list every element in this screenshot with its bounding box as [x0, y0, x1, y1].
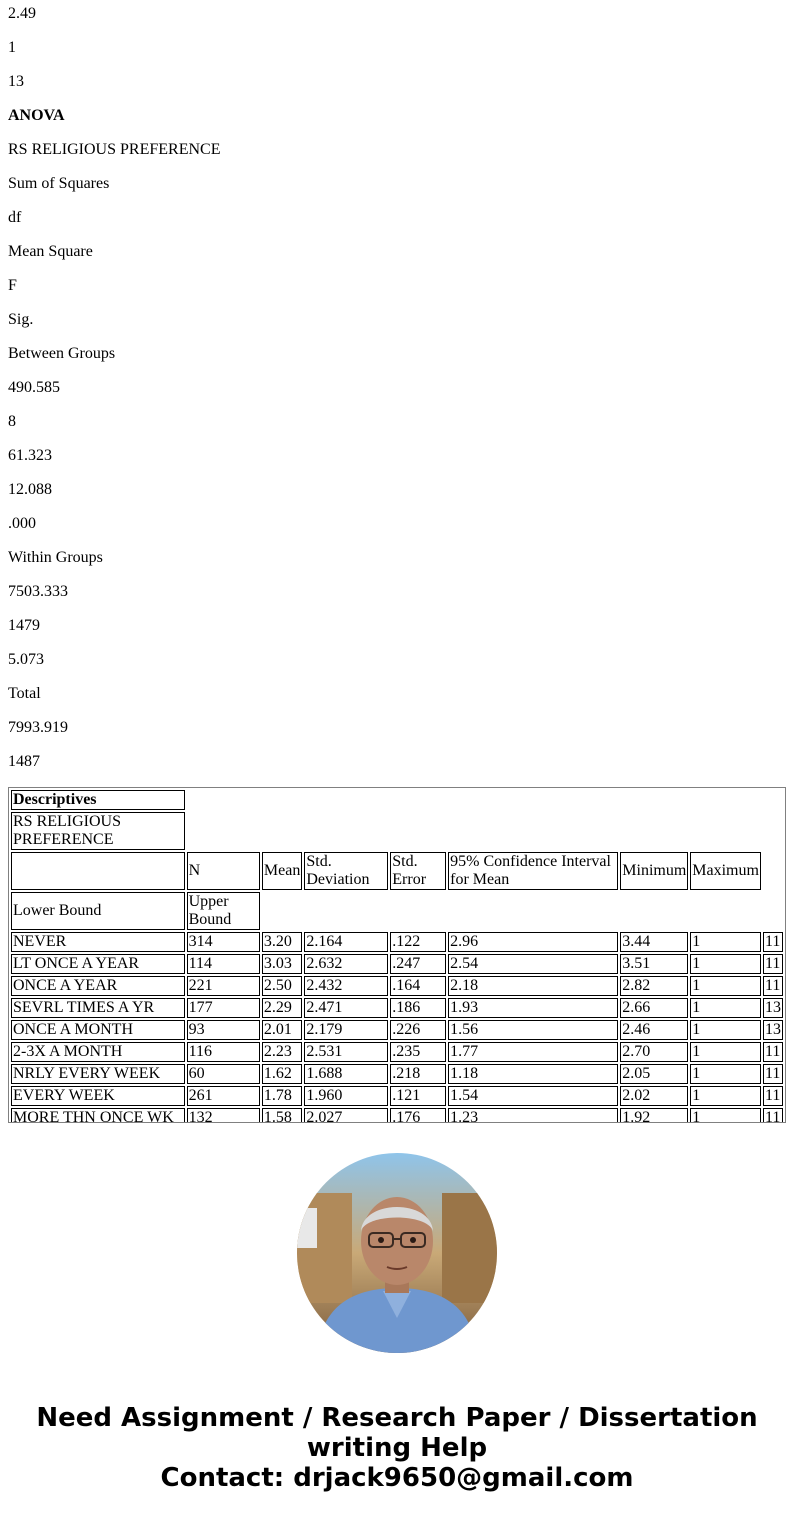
cell-upper-bound: 2.82	[620, 976, 688, 996]
cell-lower-bound: 1.54	[448, 1086, 618, 1106]
table-row	[11, 998, 783, 1018]
header-mean: Mean	[262, 852, 302, 890]
table-row	[11, 1064, 783, 1084]
cell-mean: 2.50	[262, 976, 302, 996]
cell-std-deviation: 2.027	[304, 1108, 388, 1123]
cell-std-error: .186	[390, 998, 446, 1018]
author-photo	[297, 1153, 497, 1353]
cell-upper-bound: 2.05	[620, 1064, 688, 1084]
cell-lower-bound: 1.93	[448, 998, 618, 1018]
cell-maximum: 11	[763, 932, 783, 952]
cell-n: 261	[187, 1086, 260, 1106]
descriptives-table-container	[8, 787, 786, 1123]
row-label: EVERY WEEK	[11, 1086, 185, 1106]
cell-mean: 2.29	[262, 998, 302, 1018]
cell-mean: 1.78	[262, 1086, 302, 1106]
cell-lower-bound: 2.96	[448, 932, 618, 952]
promo-banner	[0, 1403, 794, 1493]
cell-std-error: .122	[390, 932, 446, 952]
cell-lower-bound: 2.18	[448, 976, 618, 996]
anova-header: F	[8, 277, 17, 294]
row-label: LT ONCE A YEAR	[11, 954, 185, 974]
cell-lower-bound: 1.56	[448, 1020, 618, 1040]
cell-maximum: 11	[763, 954, 783, 974]
cell-upper-bound: 3.44	[620, 932, 688, 952]
anova-cell: 490.585	[8, 379, 60, 396]
table-row	[11, 954, 783, 974]
cell-upper-bound: 3.51	[620, 954, 688, 974]
table-row	[11, 976, 783, 996]
anova-cell: 8	[8, 413, 16, 430]
row-label: NEVER	[11, 932, 185, 952]
descriptives-title: Descriptives	[13, 791, 97, 808]
descriptives-table	[9, 788, 785, 1123]
cell-lower-bound: 2.54	[448, 954, 618, 974]
header-maximum: Maximum	[690, 852, 761, 890]
cell-minimum: 1	[690, 976, 761, 996]
anova-row-label: Between Groups	[8, 345, 116, 362]
cell-std-error: .218	[390, 1064, 446, 1084]
header-n: N	[187, 852, 260, 890]
header-std-error: Std. Error	[390, 852, 446, 890]
cell-n: 132	[187, 1108, 260, 1123]
cell-lower-bound: 1.23	[448, 1108, 618, 1123]
cell-maximum: 11	[763, 1042, 783, 1062]
cell-n: 177	[187, 998, 260, 1018]
header-std-deviation: Std. Deviation	[304, 852, 388, 890]
cell-std-deviation: 2.471	[304, 998, 388, 1018]
cell-upper-bound: 2.46	[620, 1020, 688, 1040]
promo-contact: Contact: drjack9650@gmail.com	[160, 1463, 634, 1493]
cell-maximum: 11	[763, 1108, 783, 1123]
cell-minimum: 1	[690, 954, 761, 974]
cell-maximum: 11	[763, 976, 783, 996]
cell-upper-bound: 1.92	[620, 1108, 688, 1123]
cell-std-deviation: 2.164	[304, 932, 388, 952]
cell-std-deviation: 2.531	[304, 1042, 388, 1062]
anova-variable: RS RELIGIOUS PREFERENCE	[8, 141, 221, 158]
cell-std-error: .226	[390, 1020, 446, 1040]
cell-std-error: .247	[390, 954, 446, 974]
cell-lower-bound: 1.77	[448, 1042, 618, 1062]
cell-std-error: .235	[390, 1042, 446, 1062]
text-block	[8, 0, 786, 782]
header-upper-bound: Upper Bound	[187, 892, 260, 930]
table-title-cell	[11, 790, 185, 810]
cell-std-deviation: 1.688	[304, 1064, 388, 1084]
cell-mean: 1.62	[262, 1064, 302, 1084]
cell-mean: 2.23	[262, 1042, 302, 1062]
cell-maximum: 13	[763, 998, 783, 1018]
table-row	[11, 1020, 783, 1040]
cell-mean: 3.20	[262, 932, 302, 952]
cell-n: 314	[187, 932, 260, 952]
cell-std-error: .164	[390, 976, 446, 996]
cell-std-deviation: 2.432	[304, 976, 388, 996]
promo-line: Need Assignment / Research Paper / Dissertation	[36, 1403, 758, 1433]
cell-minimum: 1	[690, 1108, 761, 1123]
row-label: ONCE A MONTH	[11, 1020, 185, 1040]
anova-cell: 7993.919	[8, 719, 68, 736]
anova-row-label: Total	[8, 685, 41, 702]
cell-n: 93	[187, 1020, 260, 1040]
header-minimum: Minimum	[620, 852, 688, 890]
anova-header: Sig.	[8, 311, 34, 328]
cell-maximum: 11	[763, 1086, 783, 1106]
cell-upper-bound: 2.02	[620, 1086, 688, 1106]
table-row	[11, 932, 783, 952]
cell-minimum: 1	[690, 1020, 761, 1040]
cell-minimum: 1	[690, 932, 761, 952]
cell-lower-bound: 1.18	[448, 1064, 618, 1084]
cell-std-deviation: 2.179	[304, 1020, 388, 1040]
anova-cell: 12.088	[8, 481, 52, 498]
table-row	[11, 1108, 783, 1123]
cell-mean: 2.01	[262, 1020, 302, 1040]
anova-cell: 5.073	[8, 651, 44, 668]
value-line: 1	[8, 39, 16, 56]
anova-header: Sum of Squares	[8, 175, 110, 192]
cell-maximum: 11	[763, 1064, 783, 1084]
cell-std-error: .121	[390, 1086, 446, 1106]
cell-std-deviation: 1.960	[304, 1086, 388, 1106]
table-row	[11, 1042, 783, 1062]
cell-minimum: 1	[690, 1086, 761, 1106]
cell-upper-bound: 2.70	[620, 1042, 688, 1062]
cell-upper-bound: 2.66	[620, 998, 688, 1018]
value-line: 13	[8, 73, 24, 90]
descriptives-variable: RS RELIGIOUS PREFERENCE	[11, 812, 185, 850]
anova-header: df	[8, 209, 22, 226]
cell-std-deviation: 2.632	[304, 954, 388, 974]
cell-minimum: 1	[690, 998, 761, 1018]
anova-cell: 1487	[8, 753, 40, 770]
cell-std-error: .176	[390, 1108, 446, 1123]
row-label: MORE THN ONCE WK	[11, 1108, 185, 1123]
anova-cell: 1479	[8, 617, 40, 634]
anova-row-label: Within Groups	[8, 549, 103, 566]
header-lower-bound: Lower Bound	[11, 892, 185, 930]
cell-maximum: 13	[763, 1020, 783, 1040]
promo-line: writing Help	[306, 1433, 488, 1463]
author-avatar	[297, 1153, 497, 1353]
cell-mean: 1.58	[262, 1108, 302, 1123]
row-label: 2-3X A MONTH	[11, 1042, 185, 1062]
cell-n: 114	[187, 954, 260, 974]
cell-mean: 3.03	[262, 954, 302, 974]
anova-cell: 61.323	[8, 447, 52, 464]
header-empty-cell	[11, 852, 185, 890]
table-row	[11, 1086, 783, 1106]
cell-n: 116	[187, 1042, 260, 1062]
row-label: NRLY EVERY WEEK	[11, 1064, 185, 1084]
cell-minimum: 1	[690, 1064, 761, 1084]
cell-n: 60	[187, 1064, 260, 1084]
anova-title: ANOVA	[8, 107, 65, 124]
row-label: ONCE A YEAR	[11, 976, 185, 996]
cell-minimum: 1	[690, 1042, 761, 1062]
value-line: 2.49	[8, 5, 36, 22]
anova-cell: 7503.333	[8, 583, 68, 600]
header-confidence-interval: 95% Confidence Interval for Mean	[448, 852, 618, 890]
anova-cell: .000	[8, 515, 36, 532]
cell-n: 221	[187, 976, 260, 996]
row-label: SEVRL TIMES A YR	[11, 998, 185, 1018]
anova-header: Mean Square	[8, 243, 93, 260]
